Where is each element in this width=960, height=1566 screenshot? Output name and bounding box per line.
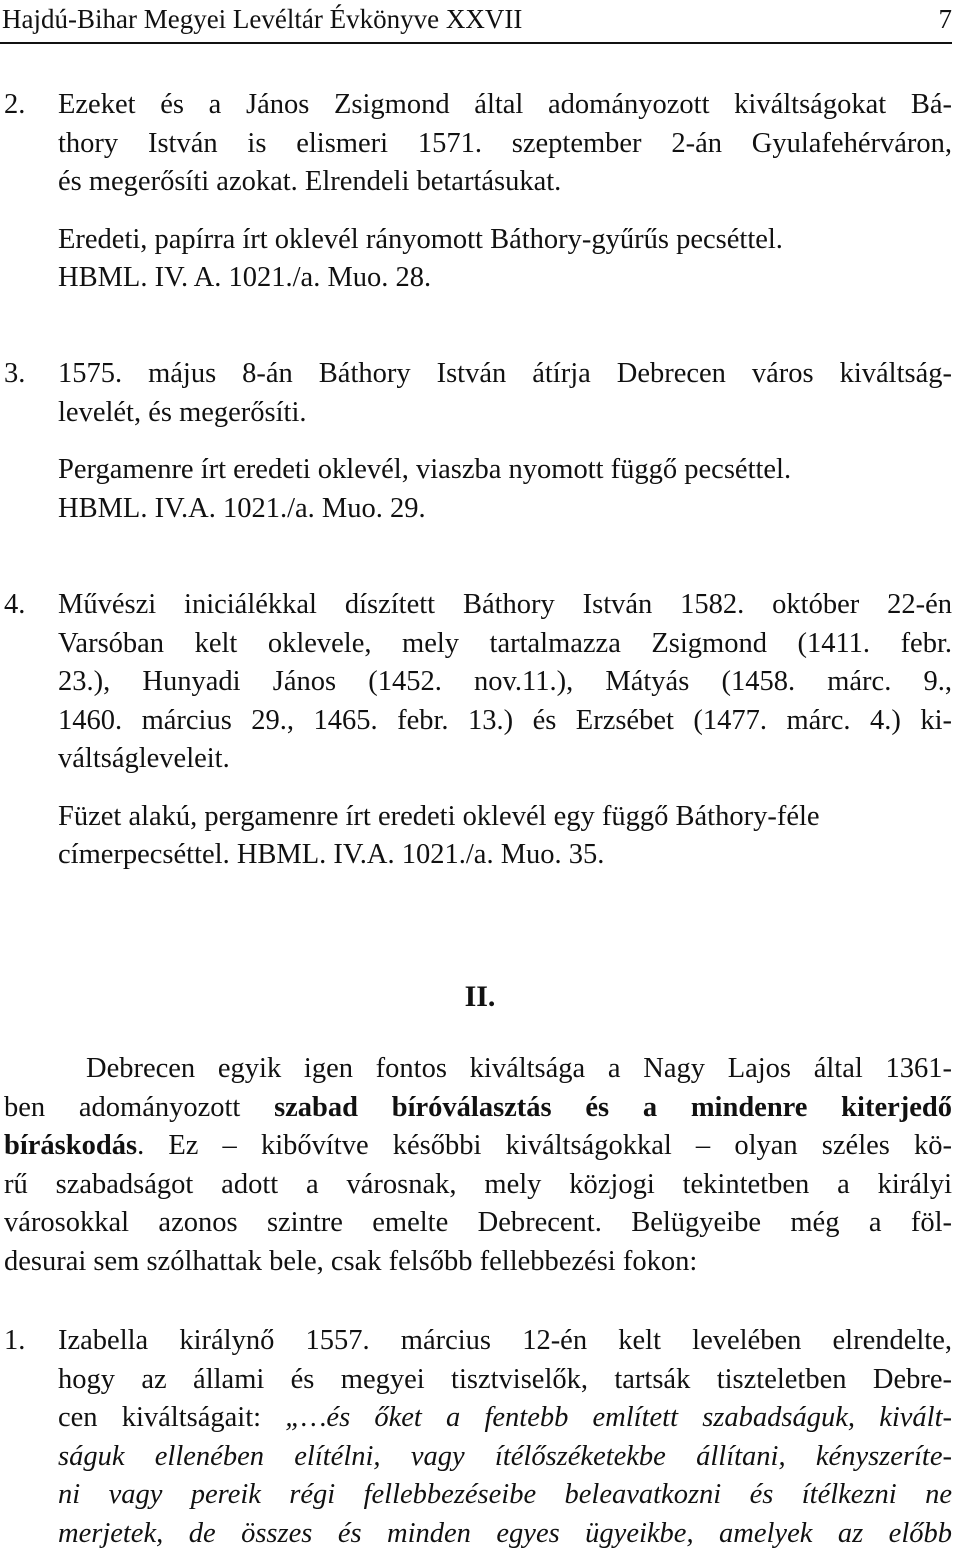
- italic-quote-line: merjetek, de összes és minden egyes ügyeikbe, amelyek az előbb: [58, 1517, 952, 1549]
- source-line: Pergamenre írt eredeti oklevél, viaszba nyomott függő pecséttel.: [58, 454, 792, 485]
- text-line: Izabella királynő 1557. március 12-én kelt levelében elrendelte,: [58, 1325, 952, 1356]
- item-number: 4.: [4, 589, 26, 620]
- text-line: [4, 1127, 952, 1166]
- source-line: HBML. IV.A. 1021./a. Muo. 29.: [58, 492, 426, 524]
- bold-text: bíráskodás: [4, 1130, 138, 1161]
- page-number: 7: [938, 4, 952, 34]
- text-line: rű szabadságot adott a városnak, mely közjogi tekintetben a királyi: [4, 1168, 952, 1200]
- italic-quote-line: ni vagy pereik régi fellebbezéseibe beleavatkozni és ítélkezni ne: [58, 1479, 952, 1510]
- text-line: desurai sem szólhattak bele, csak felsőbb fellebbezési fokon:: [4, 1245, 698, 1277]
- text-line: hogy az állami és megyei tisztviselők, tartsák tiszteletben Debre-: [58, 1363, 952, 1395]
- text-line: és megerősíti azokat. Elrendeli betartásukat.: [58, 166, 562, 197]
- text-line: [4, 1089, 952, 1128]
- text-line: Debrecen egyik igen fontos kiváltsága a Nagy Lajos által 1361-: [86, 1053, 952, 1084]
- text-line: [58, 1399, 952, 1438]
- bold-text: szabad bíróválasztás és a mindenre kiterjedő: [274, 1091, 952, 1123]
- section-paragraph: [4, 1050, 952, 1281]
- text-line: váltságleveleit.: [58, 743, 230, 774]
- italic-quote: „…és őket a fentebb említett szabadságuk, kivált-: [285, 1402, 952, 1433]
- text-line: Művészi iniciálékkal díszített Báthory István 1582. október 22-én: [58, 589, 952, 620]
- text-span: . Ez – kibővítve későbbi kiváltságokkal – olyan széles kö-: [137, 1130, 952, 1161]
- item-number: 2.: [4, 89, 26, 120]
- text-line: 23.), Hunyadi János (1452. nov.11.), Mátyás (1458. márc. 9.,: [58, 666, 952, 697]
- item-body: [58, 86, 952, 298]
- text-line: 1460. március 29., 1465. febr. 13.) és Erzsébet (1477. márc. 4.) ki-: [58, 704, 952, 736]
- text-span: ben adományozott: [4, 1091, 275, 1123]
- text-line: levelét, és megerősíti.: [58, 396, 307, 428]
- item-number: 1.: [4, 1325, 26, 1356]
- source-line: Füzet alakú, pergamenre írt eredeti oklevél egy függő Báthory-féle: [58, 800, 820, 832]
- text-line: városokkal azonos szintre emelte Debrecent. Belügyeibe még a föl-: [4, 1207, 952, 1238]
- source-line: HBML. IV. A. 1021./a. Muo. 28.: [58, 262, 432, 293]
- item-body: [58, 586, 952, 875]
- text-line: Ezeket és a János Zsigmond által adományozott kiváltságokat Bá-: [58, 89, 952, 120]
- journal-title: Hajdú-Bihar Megyei Levéltár Évkönyve XXVII: [2, 4, 523, 34]
- item-body: [58, 355, 952, 528]
- text-line: 1575. május 8-án Báthory István átírja Debrecen város kiváltság-: [58, 358, 952, 389]
- text-line: Varsóban kelt oklevele, mely tartalmazza Zsigmond (1411. febr.: [58, 627, 952, 659]
- source-line: címerpecséttel. HBML. IV.A. 1021./a. Muo. 35.: [58, 839, 605, 870]
- italic-quote-line: ságuk ellenében elítélni, vagy ítélőszéketekbe állítani, kényszeríte-: [58, 1440, 952, 1472]
- text-line: thory István is elismeri 1571. szeptember 2-án Gyulafehérváron,: [58, 127, 952, 159]
- item-number: 3.: [4, 358, 26, 389]
- text-span: cen kiváltságait:: [58, 1402, 286, 1433]
- section-title: II.: [464, 980, 496, 1013]
- item-body: [58, 1322, 952, 1553]
- page-header: [0, 2, 952, 44]
- source-line: Eredeti, papírra írt oklevél rányomott Báthory-gyűrűs pecséttel.: [58, 223, 783, 255]
